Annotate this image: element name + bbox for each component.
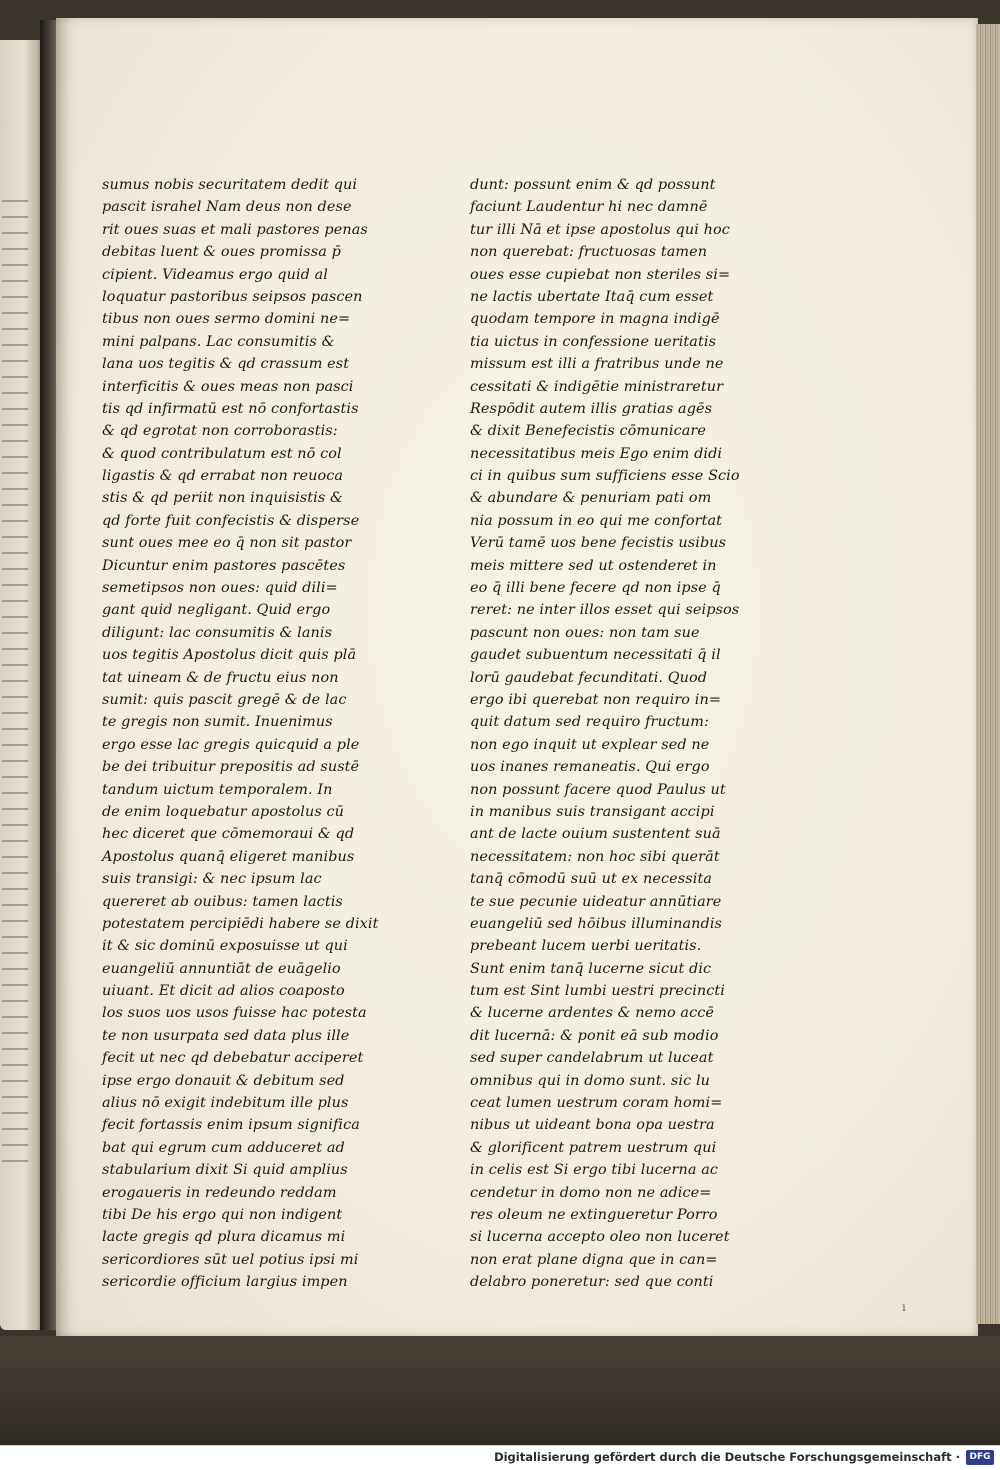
- text-line: euangeliū annuntiāt de euāgelio: [102, 960, 341, 977]
- text-line: suis transigi: & nec ipsum lac: [102, 871, 322, 888]
- text-line: non querebat: fructuosas tamen: [470, 244, 708, 261]
- text-line: fecit ut nec qd debebatur acciperet: [102, 1050, 364, 1067]
- text-line: bat qui egrum cum adduceret ad: [102, 1139, 345, 1156]
- text-line: eo q̄ illi bene fecere qd non ipse q̄: [470, 580, 721, 597]
- text-line: nibus ut uideant bona opa uestra: [470, 1117, 715, 1134]
- text-line: pascit israhel Nam deus non dese: [102, 199, 352, 216]
- text-line: & abundare & penuriam pati om: [470, 490, 712, 507]
- text-line: si lucerna accepto oleo non luceret: [470, 1229, 730, 1246]
- text-line: quit datum sed requiro fructum:: [470, 714, 709, 731]
- text-line: uos inanes remaneatis. Qui ergo: [470, 759, 710, 776]
- page-mark: ı: [902, 1300, 906, 1314]
- text-line: rit oues suas et mali pastores penas: [102, 221, 368, 238]
- text-line: quereret ab ouibus: tamen lactis: [102, 893, 343, 910]
- text-line: sericordiores sūt uel potius ipsi mi: [102, 1251, 359, 1268]
- text-line: sed super candelabrum ut luceat: [470, 1050, 714, 1067]
- text-line: be dei tribuitur prepositis ad sustē: [102, 759, 360, 776]
- text-line: faciunt Laudentur hi nec damnē: [470, 199, 708, 216]
- text-column-left: [102, 174, 402, 1294]
- text-line: ligastis & qd errabat non reuoca: [102, 468, 344, 485]
- text-line: dunt: possunt enim & qd possunt: [470, 177, 716, 193]
- text-line: tibus non oues sermo domini ne=: [102, 311, 351, 328]
- facing-page-edge: [0, 40, 44, 1330]
- text-line: & glorificent patrem uestrum qui: [470, 1139, 717, 1156]
- text-line: non erat plane digna que in can=: [470, 1251, 718, 1268]
- text-line: lacte gregis qd plura dicamus mi: [102, 1229, 346, 1246]
- text-line: euangeliū sed hōibus illuminandis: [470, 915, 723, 932]
- text-line: tur illi Nā et ipse apostolus qui hoc: [470, 221, 730, 238]
- text-line: tat uineam & de fructu eius non: [102, 669, 339, 686]
- text-line: & qd egrotat non corroborastis:: [102, 423, 338, 440]
- text-line: uiuant. Et dicit ad alios coaposto: [102, 983, 345, 1000]
- text-line: hec diceret que cōmemoraui & qd: [102, 826, 355, 843]
- scan-background: [0, 1336, 1000, 1445]
- footer-credit: Digitalisierung gefördert durch die Deutsche Forschungsgemeinschaft ·: [494, 1450, 960, 1464]
- text-line: de enim loquebatur apostolus cū: [102, 803, 345, 820]
- text-line: semetipsos non oues: quid dili=: [102, 580, 338, 597]
- text-line: lana uos tegitis & qd crassum est: [102, 356, 350, 373]
- text-line: qd forte fuit confecistis & disperse: [102, 512, 360, 529]
- text-line: ceat lumen uestrum coram homi=: [470, 1095, 723, 1112]
- text-line: Sunt enim tanq̄ lucerne sicut dic: [470, 960, 712, 977]
- text-line: fecit fortassis enim ipsum significa: [102, 1117, 360, 1134]
- text-line: te sue pecunie uideatur annūtiare: [470, 893, 722, 910]
- text-line: tum est Sint lumbi uestri precincti: [470, 983, 726, 1000]
- text-line: cipient. Videamus ergo quid al: [102, 266, 329, 283]
- text-line: & lucerne ardentes & nemo accē: [470, 1005, 715, 1022]
- text-line: alius nō exigit indebitum ille plus: [102, 1095, 349, 1112]
- text-line: te non usurpata sed data plus ille: [102, 1027, 350, 1044]
- text-line: potestatem percipiēdi habere se dixit: [102, 915, 379, 932]
- text-line: erogaueris in redeundo reddam: [102, 1184, 337, 1201]
- text-line: debitas luent & oues promissa p̄: [102, 244, 341, 261]
- text-line: ci in quibus sum sufficiens esse Scio: [470, 468, 740, 485]
- text-line: ergo esse lac gregis quicquid a ple: [102, 736, 360, 753]
- text-line: necessitatibus meis Ego enim didi: [470, 445, 723, 462]
- text-line: Dicuntur enim pastores pascētes: [102, 557, 346, 574]
- text-line: & quod contribulatum est nō col: [102, 445, 342, 462]
- text-line: tanq̄ cōmodū suū ut ex necessita: [470, 871, 713, 888]
- text-line: gant quid negligant. Quid ergo: [102, 602, 331, 619]
- text-line: tis qd infirmatū est nō confortastis: [102, 400, 359, 417]
- text-line: Apostolus quanq̄ eligeret manibus: [102, 848, 355, 865]
- text-line: interficitis & oues meas non pasci: [102, 378, 354, 395]
- text-line: necessitatem: non hoc sibi querāt: [470, 848, 720, 865]
- text-line: nia possum in eo qui me confortat: [470, 512, 723, 529]
- text-line: ipse ergo donauit & debitum sed: [102, 1072, 345, 1089]
- text-line: tia uictus in confessione ueritatis: [470, 333, 717, 350]
- text-line: in manibus suis transigant accipi: [470, 803, 715, 820]
- text-line: it & sic dominū exposuisse ut qui: [102, 938, 348, 955]
- text-line: prebeant lucem uerbi ueritatis.: [470, 938, 702, 955]
- text-line: pascunt non oues: non tam sue: [470, 624, 700, 641]
- text-line: sumus nobis securitatem dedit qui: [102, 177, 358, 193]
- text-line: non ego inquit ut explear sed ne: [470, 736, 710, 753]
- text-line: & dixit Benefecistis cōmunicare: [470, 423, 707, 440]
- text-line: tandum uictum temporalem. In: [102, 781, 333, 798]
- text-line: Verū tamē uos bene fecistis usibus: [470, 535, 727, 552]
- text-line: in celis est Si ergo tibi lucerna ac: [470, 1162, 719, 1179]
- text-line: tibi De his ergo qui non indigent: [102, 1206, 343, 1223]
- text-line: dit lucernā: & ponit eā sub modio: [470, 1027, 719, 1044]
- text-line: Respōdit autem illis gratias agēs: [470, 400, 713, 417]
- text-line: delabro poneretur: sed que conti: [470, 1274, 714, 1291]
- text-line: ne lactis ubertate Itaq̄ cum esset: [470, 288, 714, 305]
- text-line: sericordie officium largius impen: [102, 1274, 348, 1291]
- text-line: gaudet subuentum necessitati q̄ il: [470, 647, 721, 664]
- text-line: missum est illi a fratribus unde ne: [470, 356, 724, 373]
- text-line: mini palpans. Lac consumitis &: [102, 333, 335, 350]
- text-column-right: [470, 174, 770, 1294]
- page-stack-edge: [976, 24, 1000, 1324]
- text-line: quodam tempore in magna indigē: [470, 311, 720, 328]
- text-line: omnibus qui in domo sunt. sic lu: [470, 1072, 711, 1089]
- text-line: cendetur in domo non ne adice=: [470, 1184, 712, 1201]
- text-line: sunt oues mee eo q̄ non sit pastor: [102, 535, 352, 552]
- text-line: stabularium dixit Si quid amplius: [102, 1162, 348, 1179]
- text-line: stis & qd periit non inquisistis &: [102, 490, 343, 507]
- text-line: te gregis non sumit. Inuenimus: [102, 714, 333, 731]
- text-line: los suos uos usos fuisse hac potesta: [102, 1005, 367, 1022]
- text-line: diligunt: lac consumitis & lanis: [102, 624, 333, 641]
- text-line: lorū gaudebat fecunditati. Quod: [470, 669, 708, 686]
- text-line: cessitati & indigētie ministraretur: [470, 378, 724, 395]
- text-line: loquatur pastoribus seipsos pascen: [102, 288, 363, 305]
- text-line: non possunt facere quod Paulus ut: [470, 781, 726, 798]
- text-line: res oleum ne extingueretur Porro: [470, 1206, 718, 1223]
- text-line: ant de lacte ouium sustentent suā: [470, 826, 721, 843]
- text-line: sumit: quis pascit gregē & de lac: [102, 691, 347, 708]
- text-line: meis mittere sed ut ostenderet in: [470, 557, 717, 574]
- text-line: ergo ibi querebat non requiro in=: [470, 691, 721, 708]
- text-line: oues esse cupiebat non steriles si=: [470, 266, 731, 283]
- text-line: reret: ne inter illos esset qui seipsos: [470, 602, 740, 619]
- dfg-logo: DFG: [966, 1450, 994, 1465]
- text-line: uos tegitis Apostolus dicit quis plā: [102, 647, 357, 664]
- footer-bar: [0, 1445, 1000, 1470]
